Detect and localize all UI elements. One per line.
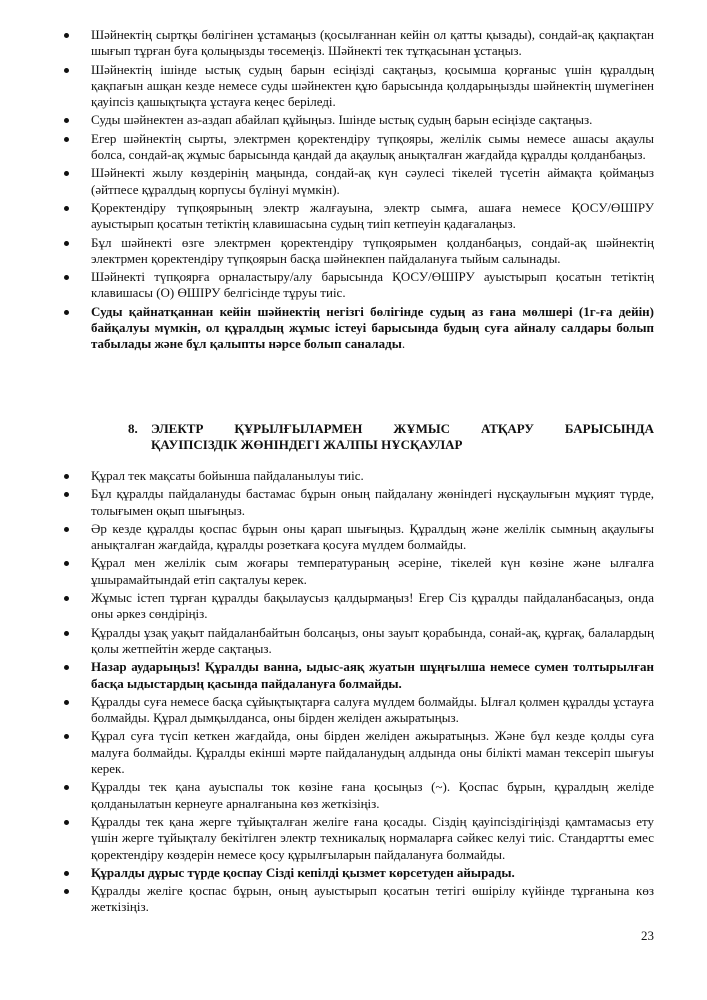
- bullet-icon: [64, 527, 69, 532]
- item-text: Суды шәйнектен аз-аздап абайлап құйыңыз. Ішінде ыстық судың барын есіңізде сақтаңыз.: [91, 112, 593, 128]
- list-item: [64, 521, 654, 554]
- list-item-bold: [64, 304, 654, 353]
- bullet-icon: [64, 171, 69, 176]
- heading-line-1: ЭЛЕКТР ҚҰРЫЛҒЫЛАРМЕН ЖҰМЫС АТҚАРУ БАРЫСЫНДА: [151, 421, 654, 436]
- item-text: Әр кезде құралды қоспас бұрын оны қарап шығыңыз. Құралдың және желілік сымның ақаулығы анықталған жағдайда, құралды розеткаға қосуға мүлдем болмайды.: [91, 520, 654, 553]
- item-text: Құрал мен желілік сым жоғары температураның әсеріне, тікелей күн көзіне және ылғалға ұшырамайтындай етіп сақталуы керек.: [91, 555, 654, 587]
- bullet-icon: [64, 631, 69, 636]
- item-text: Шәйнектің сыртқы бөлігінен ұстамаңыз (қосылғаннан кейін ол қатты қызады), сондай-ақ қақпақтан шығып тұрған буға қолыңызды төсемеңіз. Шәйнекті тек тұтқасынан ұстаңыз.: [91, 27, 654, 59]
- kettle-safety-list: [64, 27, 654, 355]
- list-item: [64, 728, 654, 777]
- heading-line-2: ҚАУІПСІЗДІК ЖӨНІНДЕГІ ЖАЛПЫ НҰСҚАУЛАР: [151, 437, 463, 452]
- bullet-icon: [64, 785, 69, 790]
- item-text: Құралды тек қана ауыспалы ток көзіне ғана қосыңыз (~). Қоспас бұрын, құралдың желіде қолданылатын кернеуге арналғанына көз жеткізіңіз.: [91, 779, 654, 811]
- bullet-icon: [64, 474, 69, 479]
- bullet-icon: [64, 275, 69, 280]
- item-text: Құрал суға түсіп кеткен жағдайда, оны бірден желіден ажыратыңыз. Және бұл кезде қолды суға малуға болмайды. Құралды екінші мәрте пайдаланудың алдында оны білікті маман тексеріп шығуы керек.: [91, 728, 654, 777]
- list-item: [64, 62, 654, 111]
- list-item: [64, 625, 654, 658]
- bullet-icon: [64, 871, 69, 876]
- item-text: Қоректендіру түпқоярының электр жалғауына, электр сымға, ашаға немесе ҚОСУ/ӨШІРУ ауыстырып қосатын тетіктің клавишасына судың тиіп кетпеуін қадағалаңыз.: [91, 199, 654, 232]
- item-text: Құралды желіге қоспас бұрын, оның ауыстырып қосатын тетігі өшірілу күйінде тұрғанына көз жеткізіңіз.: [91, 883, 654, 915]
- item-text: Бұл шәйнекті өзге электрмен қоректендіру түпқоярымен қолданбаңыз, сондай-ақ шәйнектің электрмен қоректендіру түпқоярын басқа шәйнекпен пайдалануға тыйым салынады.: [91, 234, 654, 266]
- bullet-icon: [64, 118, 69, 123]
- bullet-icon: [64, 665, 69, 670]
- list-item: [64, 883, 654, 916]
- list-item: [64, 112, 654, 128]
- item-text: Шәйнектің ішінде ыстық судың барын есіңізді сақтаңыз, қосымша қорғаныс үшін құралдың қақпағын ашқан кезде немесе суды шәйнектен құю барысында қолдарыңызды шәйнектің шүмегінен қауіпсіз қашықтықта ұстауға кеңес беріледі.: [91, 61, 654, 110]
- bullet-icon: [64, 241, 69, 246]
- list-item: [64, 131, 654, 164]
- item-text: Құралды дұрыс түрде қоспау Сізді кепілді қызмет көрсетуден айырады.: [91, 864, 515, 880]
- item-text: Жұмыс істеп тұрған құралды бақылаусыз қалдырмаңыз! Егер Сіз құралды пайдаланбасаңыз, онда оны әркез сөндіріңіз.: [91, 590, 654, 622]
- item-text: Шәйнекті жылу көздерінің маңында, сондай-ақ күн сәулесі тікелей түсетін аймақта қоймаңыз (әйтпесе құралдың корпусы бүлінуі мүмкін).: [91, 165, 654, 197]
- bullet-icon: [64, 561, 69, 566]
- item-text: Құралды ұзақ уақыт пайдаланбайтын болсаңыз, оны зауыт қорабында, сонай-ақ, құрғақ, балалардың қолы жетпейтін жерде сақтаңыз.: [91, 624, 654, 656]
- bullet-icon: [64, 137, 69, 142]
- bullet-icon: [64, 310, 69, 315]
- section-heading: [128, 421, 654, 453]
- list-item: [64, 27, 654, 60]
- list-item: [64, 555, 654, 588]
- list-item: [64, 694, 654, 727]
- list-item: [64, 486, 654, 519]
- item-text: Суды қайнатқаннан кейін шәйнектің негізгі бөлігінде судың аз ғана мөлшері (1г-ға дейін) байқалуы мүмкін, ол құралдың жұмыс істеуі барысында будың суға айналу салдары болып табылады және бұл қалыпты нәрсе болып саналады: [91, 303, 654, 352]
- list-item-bold: [64, 659, 654, 692]
- item-text: Егер шәйнектің сырты, электрмен қоректендіру түпқояры, желілік сымы немесе ашасы ақаулы болса, сондай-ақ жұмыс барысында қандай да ақаулық анықталған жағдайда құралды қолданбаңыз.: [91, 130, 654, 163]
- list-item: [64, 235, 654, 268]
- item-text: Назар аударыңыз! Құралды ванна, ыдыс-аяқ жуатын шұңғылша немесе сумен толтырылған басқа ыдыстардың қасында пайдалануға болмайды.: [91, 659, 654, 691]
- list-item: [64, 814, 654, 863]
- list-item: [64, 468, 654, 484]
- electrical-safety-list: [64, 468, 654, 918]
- item-trail: .: [401, 336, 406, 352]
- list-item: [64, 165, 654, 198]
- bullet-icon: [64, 492, 69, 497]
- list-item: [64, 269, 654, 302]
- item-text: Шәйнекті түпқоярға орналастыру/алу барысында ҚОСУ/ӨШІРУ ауыстырып қосатын тетіктің клавишасы (О) ӨШІРУ белгісінде тұруы тиіс.: [91, 269, 654, 301]
- bullet-icon: [64, 596, 69, 601]
- bullet-icon: [64, 700, 69, 705]
- list-item: [64, 590, 654, 623]
- item-text: Құралды суға немесе басқа сұйықтықтарға салуға мүлдем болмайды. Ылғал қолмен құралды ұстауға болмайды. Құрал дымқылданса, оны бірден желіден ажыратыңыз.: [91, 693, 654, 726]
- bullet-icon: [64, 206, 69, 211]
- list-item: [64, 779, 654, 812]
- page-number: 23: [641, 928, 654, 943]
- item-text: Бұл құралды пайдалануды бастамас бұрын оның пайдалану жөніндегі нұсқаулығын мұқият түрде, толығымен оқып шығыңыз.: [91, 486, 654, 518]
- item-text: Құралды тек қана жерге тұйықталған желіге ғана қосады. Сіздің қауіпсіздігіңізді қамтамасыз ету үшін жерге тұйықталу бекітілген электр техникалық нормаларға сәйкес келуі тиіс. Стандартты емес қоректендіру көздерін немесе қосу құрылғыларын пайдалануға болмайды.: [91, 813, 654, 862]
- list-item-bold: [64, 865, 654, 881]
- bullet-icon: [64, 889, 69, 894]
- bullet-icon: [64, 820, 69, 825]
- bullet-icon: [64, 68, 69, 73]
- bullet-icon: [64, 734, 69, 739]
- item-text: Құрал тек мақсаты бойынша пайдаланылуы тиіс.: [91, 468, 364, 483]
- bullet-icon: [64, 33, 69, 38]
- list-item: [64, 200, 654, 233]
- section-number: 8.: [128, 421, 138, 436]
